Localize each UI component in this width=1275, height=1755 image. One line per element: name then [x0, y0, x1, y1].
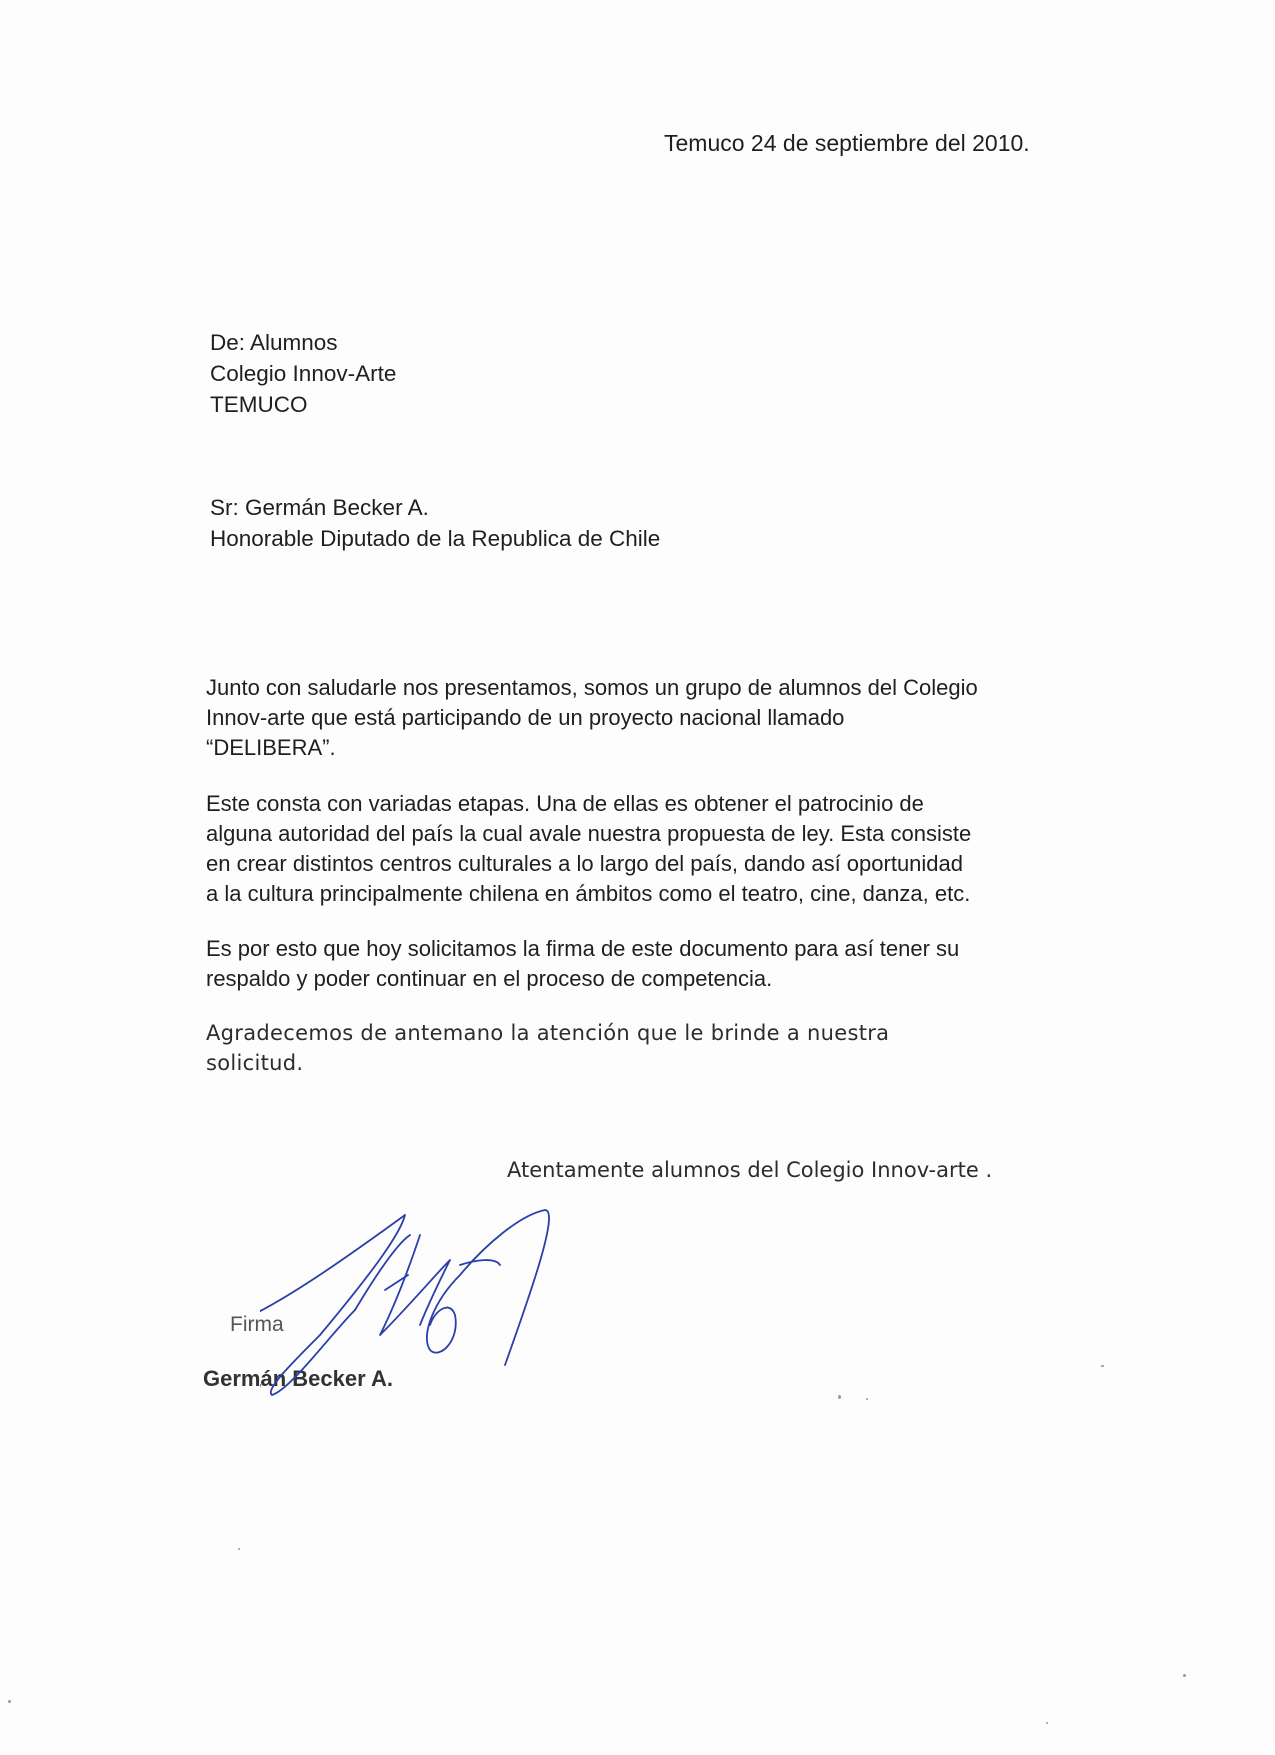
- recipient-line-2: Honorable Diputado de la Republica de Chile: [210, 526, 661, 551]
- paragraph-line: en crear distintos centros culturales a lo largo del país, dando así oportunidad: [206, 851, 964, 876]
- paragraph-line: a la cultura principalmente chilena en ámbitos como el teatro, cine, danza, etc.: [206, 881, 971, 906]
- scan-speck: [8, 1700, 11, 1703]
- paragraph-introduction: [206, 673, 1086, 763]
- paragraph-thanks: [206, 1018, 1086, 1078]
- sender-line-1: De: Alumnos: [210, 330, 338, 355]
- sender-line-2: Colegio Innov-Arte: [210, 361, 397, 386]
- signer-name: Germán Becker A.: [203, 1366, 393, 1391]
- closing-line: Atentamente alumnos del Colegio Innov-arte .: [507, 1158, 993, 1182]
- paragraph-line: Es por esto que hoy solicitamos la firma de este documento para así tener su: [206, 936, 960, 961]
- paragraph-line: alguna autoridad del país la cual avale nuestra propuesta de ley. Esta consiste: [206, 821, 972, 846]
- scan-speck: [1183, 1674, 1186, 1677]
- handwritten-signature: [260, 1205, 600, 1425]
- paragraph-proposal: [206, 789, 1086, 909]
- recipient-block: [210, 492, 660, 554]
- scan-speck: [866, 1398, 868, 1400]
- signature-label: Firma: [230, 1313, 284, 1336]
- scan-speck: [238, 1548, 240, 1550]
- scan-speck: [1101, 1365, 1104, 1367]
- sender-line-3: TEMUCO: [210, 392, 308, 417]
- paragraph-line: Innov-arte que está participando de un proyecto nacional llamado: [206, 705, 845, 730]
- paragraph-line: Junto con saludarle nos presentamos, somos un grupo de alumnos del Colegio: [206, 675, 978, 700]
- paragraph-request: [206, 934, 1086, 994]
- paragraph-line: solicitud.: [206, 1051, 304, 1075]
- recipient-line-1: Sr: Germán Becker A.: [210, 495, 429, 520]
- paragraph-line: respaldo y poder continuar en el proceso de competencia.: [206, 966, 773, 991]
- letter-date: Temuco 24 de septiembre del 2010.: [664, 130, 1030, 156]
- sender-block: [210, 327, 396, 420]
- paragraph-line: Agradecemos de antemano la atención que le brinde a nuestra: [206, 1021, 890, 1045]
- scan-speck: [838, 1395, 841, 1399]
- paragraph-line: “DELIBERA”.: [206, 735, 336, 760]
- paragraph-line: Este consta con variadas etapas. Una de ellas es obtener el patrocinio de: [206, 791, 924, 816]
- scan-speck: [1046, 1722, 1048, 1724]
